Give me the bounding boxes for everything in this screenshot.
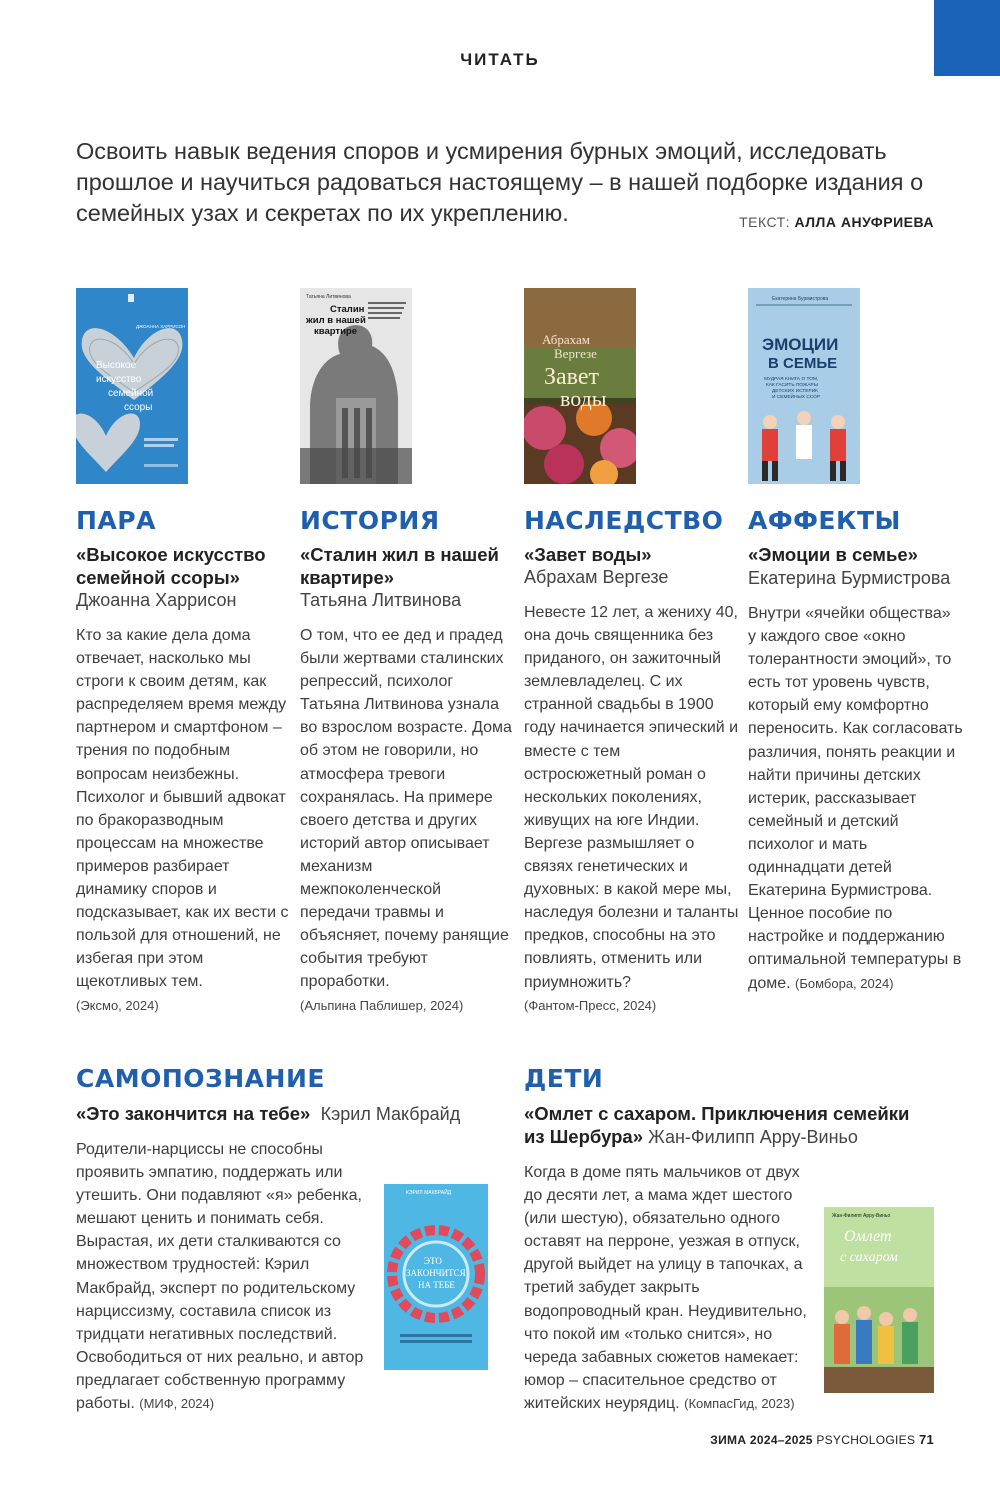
svg-text:ЗАКОНЧИТСЯ: ЗАКОНЧИТСЯ [406,1268,466,1278]
svg-text:квартире: квартире [314,326,358,337]
book-title-author [748,543,963,590]
book-card-para [76,288,291,1017]
section-label: ЧИТАТЬ [460,50,540,69]
book-title: «Сталин жил в нашей квартире» [300,544,499,588]
description-text: Родители-нарциссы не способны проявить эмпатию, поддержать или утешить. Они подавляют «я» ребенка, мешают ценить и понимать себя. Вырастая, их дети сталкиваются со множеством трудностей: Кэрил Макбрайд, эксперт по родительскому нарциссизму, составила список из тридцати негативных последствий. Освободиться от них реально, и автор предлагает собственную программу работы. [76,1141,364,1413]
category-heading: ПАРА [76,506,156,535]
svg-text:с сахаром: с сахаром [840,1250,898,1265]
book-author: Джоанна Харрисон [76,590,237,610]
book-author: Кэрил Макбрайд [320,1104,461,1124]
svg-text:КАК ГАСИТЬ ПОЖАРЫ: КАК ГАСИТЬ ПОЖАРЫ [766,383,818,388]
svg-text:Сталин: Сталин [330,304,365,315]
description-text: О том, что ее дед и прадед были жертвами сталинских репрессий, психолог Татьяна Литвинова узнала во взрослом возрасте. Дома об этом не говорили, но атмосфера тревоги сохранялась. На примере своего детства и других историй автор описывает механизм межпоколенческой передачи травмы и объясняет, почему ранящие события требуют проработки. [300,627,512,991]
svg-text:МУДРАЯ КНИГА О ТОМ,: МУДРАЯ КНИГА О ТОМ, [764,377,819,382]
category-heading: АФФЕКТЫ [748,506,901,535]
svg-text:Омлет: Омлет [844,1228,892,1245]
footer-season: ЗИМА 2024–2025 [710,1433,813,1447]
book-card-nasledstvo [524,288,739,1017]
book-title: «Высокое искусство семейной ссоры» [76,544,266,588]
book-cover-high-art [76,288,188,484]
book-description [524,1161,934,1415]
book-cover-covenant-of-water [524,288,636,484]
publisher: (КомпасГид, 2023) [684,1395,795,1411]
description-text: Когда в доме пять мальчиков от двух до десяти лет, а мама ждет шестого (или шестую), обязательно одного оставят на перроне, уезжая в отпуск, другой выйдет на улицу в тапочках, а третий забудет закрыть водопроводный кран. Неудивительно, что покой им «только снится», но череда забавных сюжетов намекает: юмор – спасительное средство от житейских неурядиц. [524,1164,807,1412]
page-footer [710,1432,934,1447]
byline-author: АЛЛА АНУФРИЕВА [794,214,934,230]
book-cover-it-ends-with-you [384,1184,488,1370]
svg-text:воды: воды [560,386,607,411]
book-title: «Эмоции в семье» [748,544,918,565]
svg-text:жил в нашей: жил в нашей [306,315,366,326]
book-author: Жан-Филипп Арру-Виньо [648,1127,858,1147]
book-title: «Омлет с сахаром. Приключения семейки из Шербура» [524,1103,910,1147]
svg-text:ДЖОАННА ХАРРИСОН: ДЖОАННА ХАРРИСОН [136,324,186,329]
svg-text:Абрахам: Абрахам [542,332,590,347]
svg-text:семейной: семейной [108,388,154,399]
byline-prefix: ТЕКСТ: [739,214,791,230]
book-card-deti [524,1062,934,1415]
publisher: (МИФ, 2024) [139,1396,215,1412]
book-author: Татьяна Литвинова [300,590,462,610]
svg-text:ЭТО: ЭТО [424,1256,442,1266]
page-number: 71 [918,1432,934,1447]
svg-text:Татьяна Литвинова: Татьяна Литвинова [306,294,351,300]
svg-text:ЭМОЦИИ: ЭМОЦИИ [762,335,839,354]
svg-text:Вергезе: Вергезе [554,346,597,361]
description-text: Кто за какие дела дома отвечает, насколько мы строги к своим детям, как распределяем время между партнером и смартфоном – трения по подобным вопросам неизбежны. Психолог и бывший адвокат по бракоразводным процессам на множестве примеров разбирает динамику споров и подсказывает, как их вести с пользой для отношений, не избегая при этом щекотливых тем. [76,627,289,991]
svg-text:Высокое: Высокое [96,360,137,371]
svg-text:Екатерина Бурмистрова: Екатерина Бурмистрова [772,296,829,302]
book-title-author [76,1102,488,1126]
book-title: «Завет воды» [524,544,652,565]
book-cover-emotions-in-family [748,288,860,484]
svg-text:ссоры: ссоры [124,402,153,413]
book-title-author [524,1102,934,1149]
book-description [76,624,291,1017]
svg-text:В СЕМЬЕ: В СЕМЬЕ [768,355,838,372]
svg-text:искусство: искусство [96,374,142,385]
byline [739,214,934,230]
book-title: «Это закончится на тебе» [76,1103,311,1124]
book-card-affekty [748,288,963,995]
description-text: Внутри «ячейки общества» у каждого свое «окно толерантности эмоций», то есть тот уровень чувств, который ему комфортно переносить. Как согласовать различия, понять реакции и найти причины детских истерик, рассказывает семейный и детский психолог и мать одиннадцати детей Екатерина Бурмистрова. Ценное пособие по настройке и поддержанию оптимальной температуры в доме. [748,605,963,992]
book-description [76,1138,488,1415]
category-heading: САМОПОЗНАНИЕ [76,1064,325,1093]
book-cover-omelette [824,1207,934,1393]
publisher: (Фантом-Пресс, 2024) [524,997,657,1013]
category-heading: ДЕТИ [524,1064,604,1093]
footer-magazine: PSYCHOLOGIES [816,1433,916,1447]
book-description [748,602,963,995]
book-author: Екатерина Бурмистрова [748,568,951,588]
book-card-istoriya [300,288,515,1017]
svg-text:ДЕТСКИХ ИСТЕРИК: ДЕТСКИХ ИСТЕРИК [772,389,818,394]
intro-text: Освоить навык ведения споров и усмирения бурных эмоций, исследовать прошлое и научиться радоваться настоящему – в нашей подборке издания о семейных узах и секретах по их укреплению. [76,138,924,226]
book-author: Абрахам Вергезе [524,567,669,587]
svg-text:НА ТЕБЕ: НА ТЕБЕ [418,1280,455,1290]
svg-text:Завет: Завет [544,364,600,390]
book-description [524,601,739,1017]
svg-text:КЭРИЛ МАКБРАЙД: КЭРИЛ МАКБРАЙД [406,1190,452,1196]
description-text: Невесте 12 лет, а жениху 40, она дочь священника без приданого, он зажиточный землевладелец. С их странной свадьбы в 1900 году начинается эпический и вместе с тем остросюжетный роман о нескольких поколениях, живущих на юге Индии. Вергезе размышляет о связях генетических и духовных: в какой мере мы, наследуя болезни и таланты предков, способны на это повлиять, отменить или приумножить? [524,604,739,991]
book-cover-stalin [300,288,412,484]
category-heading: ИСТОРИЯ [300,506,440,535]
svg-text:Жан-Филипп Арру-Виньо: Жан-Филипп Арру-Виньо [832,1213,891,1219]
book-card-samopoznanie [76,1062,488,1415]
publisher: (Эксмо, 2024) [76,997,159,1013]
book-description [300,624,515,1017]
category-heading: НАСЛЕДСТВО [524,506,724,535]
svg-text:И СЕМЕЙНЫХ ССОР: И СЕМЕЙНЫХ ССОР [772,395,821,400]
publisher: (Альпина Паблишер, 2024) [300,997,464,1013]
publisher: (Бомбора, 2024) [795,975,894,991]
